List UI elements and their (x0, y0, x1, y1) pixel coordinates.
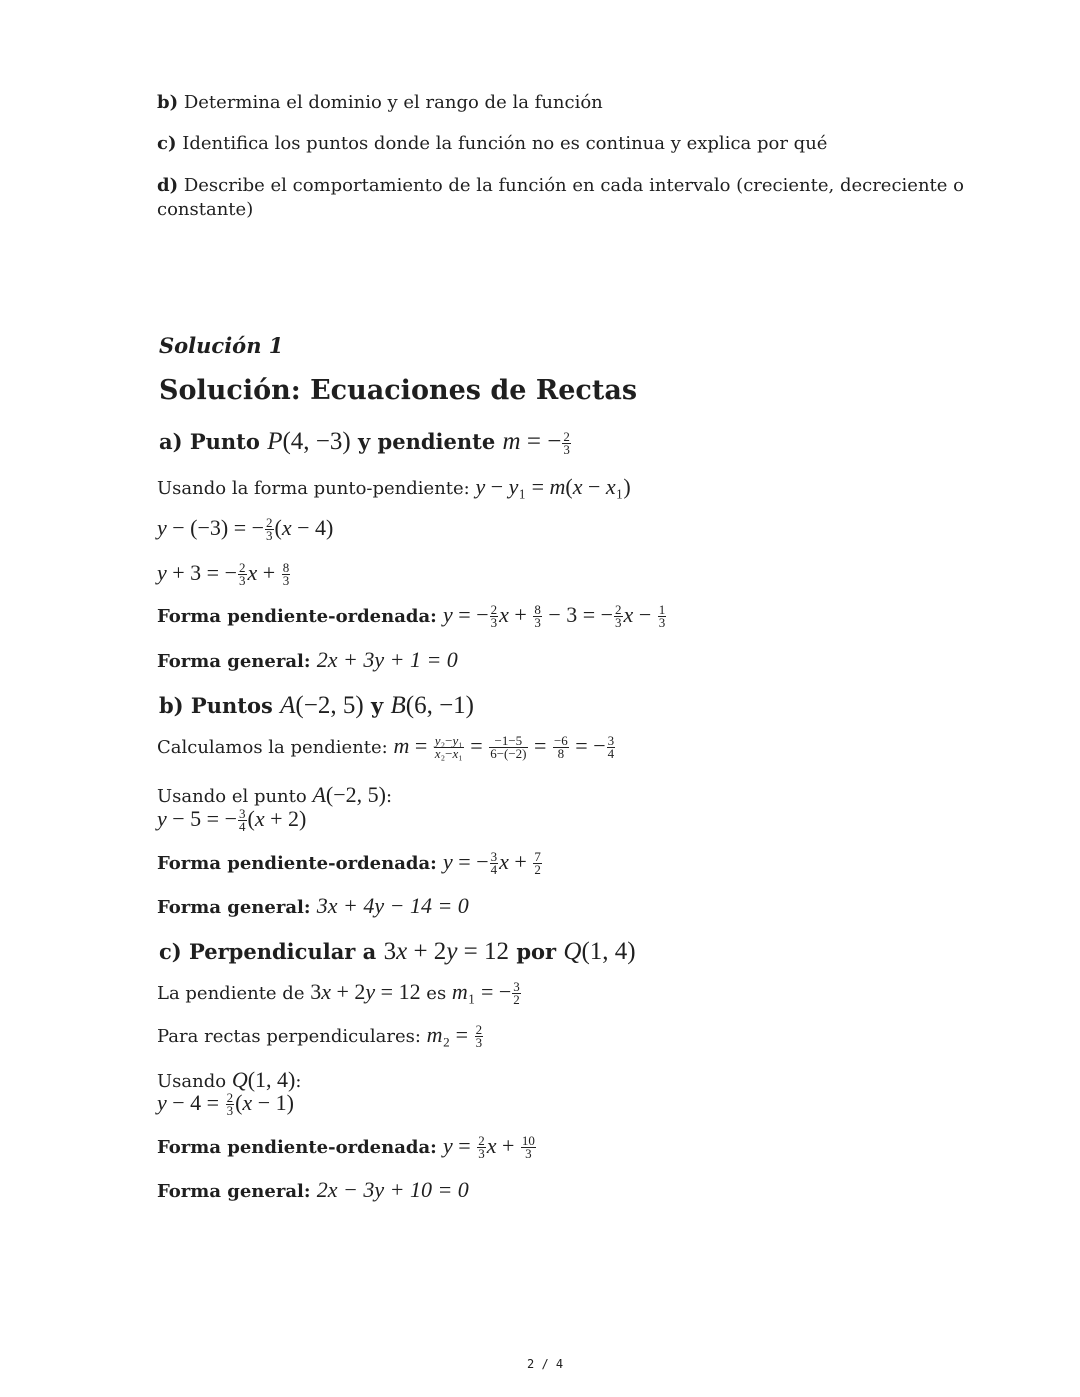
part-b-general-form: Forma general: 3x + 4y − 14 = 0 (157, 893, 469, 918)
part-b-slope-form: Forma pendiente-ordenada: y = − $\frac{3}{4}$ x + $\frac{7}{2}$ (157, 849, 541, 878)
question-d-text: Describe el comportamiento de la función en cada intervalo (creciente, decreciente o (183, 175, 964, 196)
part-c-heading: c) Perpendicular a 3x + 2y = 12 por Q(1, 4) (159, 938, 636, 965)
question-b-label: b) (157, 92, 179, 113)
part-c-using: Usando Q(1, 4): (157, 1067, 302, 1092)
part-c-general-form: Forma general: 2x − 3y + 10 = 0 (157, 1177, 469, 1202)
part-c-slope: La pendiente de 3x + 2y = 12 es m₁ = − $\frac{3}{2}$ (157, 979, 520, 1008)
part-a-step2: y + 3 = − $\frac{2}{3}$ x + $\frac{8}{3}$ (157, 560, 290, 589)
part-c-perpendicular: Para rectas perpendiculares: m₂ = $\frac{2}{3}$ (157, 1022, 483, 1051)
question-d (157, 175, 964, 196)
question-c-label: c) (157, 133, 177, 154)
part-a-slope-form: Forma pendiente-ordenada: y = − $\frac{2}{3}$ x + $\frac{8}{3}$ − 3 = − $\frac{2}{3}$ x − $\frac{1}{3}$ (157, 602, 666, 631)
question-d-label: d) (157, 175, 179, 196)
part-b-using: Usando el punto A(−2, 5): (157, 782, 393, 807)
question-d-continuation: constante) (157, 199, 254, 220)
part-c-slope-form: Forma pendiente-ordenada: y = $\frac{2}{3}$ x + $\frac{10}{3}$ (157, 1133, 535, 1162)
question-b (157, 92, 603, 113)
part-a-using: Usando la forma punto-pendiente: y − y₁ = m(x − x₁) (157, 474, 631, 499)
question-b-text: Determina el dominio y el rango de la función (183, 92, 603, 113)
part-a-general-form: Forma general: 2x + 3y + 1 = 0 (157, 647, 458, 672)
part-a-step1: y − (−3) = − $\frac{2}{3}$ (x − 4) (157, 515, 334, 544)
question-c-text: Identifica los puntos donde la función no es continua y explica por qué (182, 133, 828, 154)
main-title: Solución: Ecuaciones de Rectas (159, 375, 638, 406)
part-c-step1: y − 4 = $\frac{2}{3}$ (x − 1) (157, 1090, 294, 1119)
part-a-heading: a) Punto P(4, −3) y pendiente m = − $\frac{2}{3}$ (159, 428, 570, 457)
part-b-heading: b) Puntos A(−2, 5) y B(6, −1) (159, 692, 474, 719)
part-b-slope-calc: Calculamos la pendiente: m = $\frac{\text{y₂−y₁}}{\text{x₂−x₁}}$ = $\frac{-1-5}{6-(-2)}$ = $\frac{-6}{8}$ = − $\frac{3}{4}$ (157, 733, 615, 762)
part-b-step1: y − 5 = − $\frac{3}{4}$ (x + 2) (157, 806, 307, 835)
question-c (157, 133, 827, 154)
page-number: 2 / 4 (527, 1357, 564, 1371)
solution-label: Solución 1 (159, 333, 284, 358)
